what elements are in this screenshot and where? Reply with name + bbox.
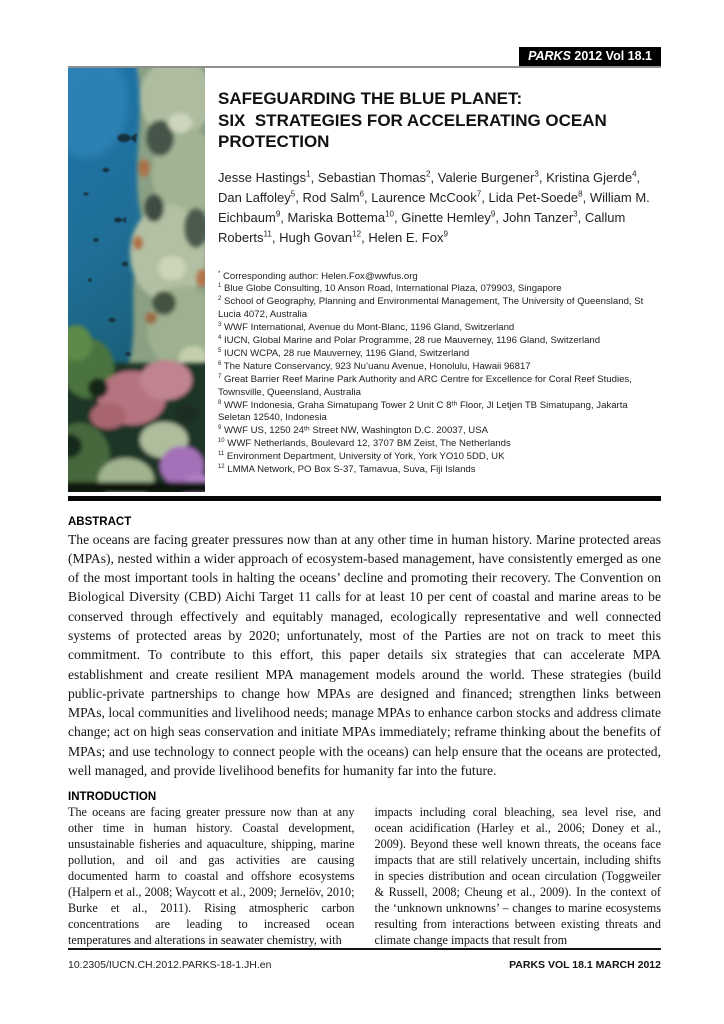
paper-header (68, 68, 661, 492)
affiliation-sup: 9 (218, 425, 222, 432)
author-name: Hugh Govan (279, 229, 353, 245)
paper-title-line1: SAFEGUARDING THE BLUE PLANET: (218, 89, 523, 108)
introduction-columns (68, 805, 661, 948)
author-name: John Tanzer (502, 209, 574, 225)
affiliation-sup: 12 (218, 463, 225, 470)
introduction-left-column: The oceans are facing greater pressure now than at any other time in human history. Coastal development, unsustainable fisheries and aquaculture, shipping, marine pollution, and oil and gas activities are causing documented harm to coastal and offshore ecosystems (Halpern et al., 2008; Waycott et al., 2009; Jernelöv, 2010; Burke et al., 2011). Rising atmospheric carbon concentrations are leading to increased ocean temperatures and alterations in seawater chemistry, with (68, 805, 355, 947)
affiliation-item: $^7$ Great Barrier Reef Marine Park Authority and ARC Centre for Excellence for Coral Reef Studies, Townsville, Queensland, Australia (218, 373, 632, 398)
author-affiliation-sup: 1 (306, 169, 311, 179)
affiliation-item: $^9$ WWF US, 1250 24ᵗʰ Street NW, Washington D.C. 20037, USA (218, 425, 489, 437)
affiliation-list (218, 271, 661, 478)
author-name: Laurence McCook (371, 189, 477, 205)
affiliation-sup: 4 (218, 334, 222, 341)
affiliation-item: $^4$ IUCN, Global Marine and Polar Programme, 28 rue Mauverney, 1196 Gland, Switzerland (218, 334, 601, 347)
journal-badge-issue: 2012 Vol 18.1 (570, 49, 652, 63)
abstract-text: The oceans are facing greater pressures now than at any other time in human history. Marine protected areas (MPAs), nested within a wider approach of ecosystem-based management, have consistently emerged as one of the most important tools in halting the oceans’ decline and promoting their recovery. The Convention on Biological Diversity (CBD) Aichi Target 11 calls for at least 10 per cent of coastal and marine areas to be conserved through effectively and equitably managed, ecologically representative and well connected systems of protected areas by 2020; unfortunately, most of the Parties are not on track to meet this commitment. To contribute to this effort, this paper details six strategies that can accelerate MPA establishment and create resilient MPA management models around the world. These strategies (build public-private partnerships to change how MPAs are designed and financed; strengthen links between MPAs, local communities and livelihood needs; manage MPAs to enhance carbon stocks and address climate change; act on high seas conservation and initiate MPAs immediately; reframe thinking about the benefits of MPAs; and use technology to connect people with the oceans) can help ensure that the oceans are protected, well managed, and provide livelihood benefits for humanity far into the future. (68, 531, 661, 779)
affiliation-item: $^{11}$ Environment Department, University of York, York YO10 5DD, UK (218, 451, 505, 463)
affiliation-sup: * (218, 270, 221, 277)
doi-text: 10.2305/IUCN.CH.2012.PARKS-18-1.JH.en (68, 959, 272, 971)
page-footer (68, 948, 661, 971)
affiliation-item: * Corresponding author: Helen.Fox@wwfus.org (218, 270, 418, 282)
affiliation-item: $^3$ WWF International, Avenue du Mont-Blanc, 1196 Gland, Switzerland (218, 321, 515, 334)
affiliation-sup: 6 (218, 360, 222, 367)
coral-reef-illustration (68, 68, 205, 492)
author-affiliation-sup: 9 (443, 229, 448, 239)
author-name: Mariska Bottema (287, 209, 386, 225)
affiliation-item: $^5$ IUCN WCPA, 28 rue Mauverney, 1196 Gland, Switzerland (218, 347, 470, 359)
title-block (218, 68, 661, 492)
affiliation-item: $^2$ School of Geography, Planning and Environmental Management, The University of Queensland, St Lucia 4072, Australia (218, 296, 644, 321)
author-affiliation-sup: 9 (275, 209, 281, 219)
author-affiliation-sup: 3 (573, 209, 578, 219)
affiliation-item: $^6$ The Nature Conservancy, 923 Nu’uanu Avenue, Honolulu, Hawaii 96817 (218, 360, 531, 372)
author-name: Helen E. Fox (368, 229, 444, 245)
author-name: Rod Salm (302, 189, 360, 205)
introduction-right-column: impacts including coral bleaching, sea level rise, and ocean acidification (Harley et al., 2006; Doney et al., 2009). Beyond these well known threats, the oceans face impacts that are still relatively uncertain, including shifts in species distribution and ocean circulation (Toggweiler & Russell, 2008; Cheung et al., 2009). In the context of the ‘unknown unknowns’ – changes to marine ecosystems resulting from interactions between existing threats and climate change impacts that result from (374, 805, 661, 947)
author-affiliation-sup: 7 (476, 189, 482, 199)
affiliation-sup: 11 (218, 451, 225, 457)
author-name: Valerie Burgener (437, 169, 535, 185)
affiliation-sup: 10 (218, 438, 225, 445)
affiliation-sup: 7 (218, 373, 222, 380)
affiliation-item: $^8$ WWF Indonesia, Graha Simatupang Tower 2 Unit C 8ᵗʰ Floor, Jl Letjen TB Simatupang, Jakarta Seletan 12540, Indonesia (218, 399, 628, 424)
badge-row (68, 0, 661, 66)
author-affiliation-sup: 9 (490, 209, 496, 219)
introduction-heading: INTRODUCTION (68, 791, 157, 804)
affiliation-sup: 1 (218, 283, 222, 290)
coral-reef-photo (68, 68, 205, 492)
author-name: Jesse Hastings (218, 169, 307, 185)
abstract-heading: ABSTRACT (68, 515, 132, 528)
author-name: Dan Laffoley (218, 189, 291, 205)
author-name: Lida Pet-Soede (488, 189, 579, 205)
affiliation-item: $^{12}$ LMMA Network, PO Box S-37, Tamavua, Suva, Fiji Islands (218, 463, 476, 476)
affiliation-sup: 2 (218, 296, 222, 303)
author-list: Jesse Hastings$^1$, Sebastian Thomas$^2$, Valerie Burgener$^3$, Kristina Gjerde$^4$, Dan Laffoley$^5$, Rod Salm$^6$, Laurence McCook$^7$, Lida Pet-Soede$^8$, William M. Eichbaum$^9$, Mariska Bottema$^{10}$, Ginette Hemley$^9$, John Tanzer$^3$, Callum Roberts$^{11}$, Hugh Govan$^{12}$, Helen E. Fox$^9$ (218, 169, 650, 245)
author-name: Callum Roberts (218, 209, 626, 245)
author-name: William M. Eichbaum (218, 189, 650, 225)
author-affiliation-sup: 5 (290, 189, 296, 199)
author-name: Ginette Hemley (401, 209, 491, 225)
author-affiliation-sup: 12 (352, 229, 362, 239)
affiliation-item: $^{10}$ WWF Netherlands, Boulevard 12, 3707 BM Zeist, The Netherlands (218, 438, 511, 450)
author-affiliation-sup: 3 (534, 169, 539, 179)
journal-badge (519, 47, 661, 66)
affiliation-item: $^1$ Blue Globe Consulting, 10 Anson Road, International Plaza, 079903, Singapore (218, 283, 562, 295)
section-divider (68, 496, 661, 501)
author-affiliation-sup: 11 (263, 229, 272, 239)
author-affiliation-sup: 10 (385, 209, 395, 219)
paper-title-line2: SIX STRATEGIES FOR ACCELERATING OCEAN (218, 110, 607, 130)
affiliation-sup: 5 (218, 347, 222, 354)
author-affiliation-sup: 2 (426, 169, 431, 179)
author-affiliation-sup: 4 (632, 169, 637, 179)
journal-badge-name: PARKS (528, 49, 571, 63)
paper-title (218, 88, 661, 153)
footer-divider (68, 948, 661, 950)
paper-title-line3: PROTECTION (218, 132, 330, 151)
affiliation-sup: 3 (218, 321, 222, 328)
affiliation-sup: 8 (218, 399, 222, 406)
author-name: Sebastian Thomas (317, 169, 427, 185)
issue-text: PARKS VOL 18.1 MARCH 2012 (509, 959, 661, 971)
author-name: Kristina Gjerde (546, 169, 633, 185)
author-affiliation-sup: 8 (578, 189, 583, 199)
author-affiliation-sup: 6 (359, 189, 365, 199)
